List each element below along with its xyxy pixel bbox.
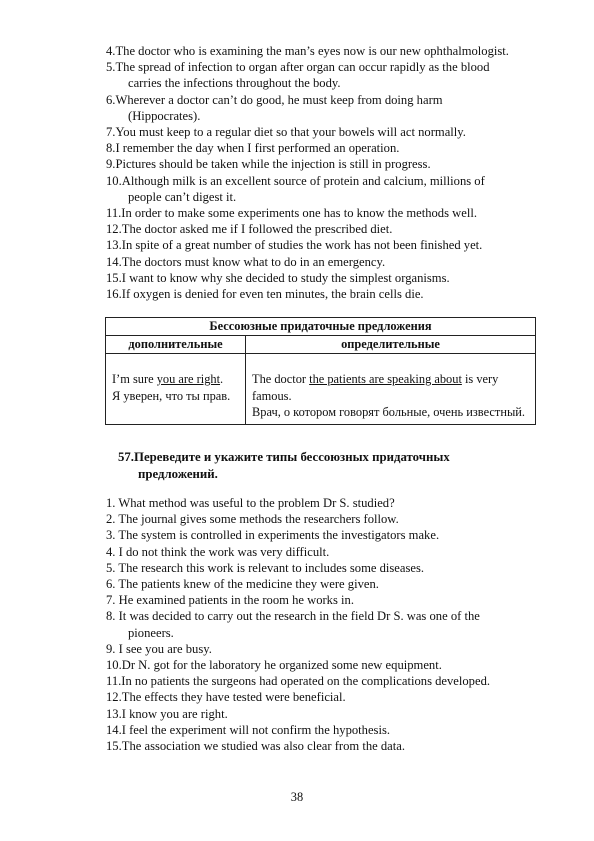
item-number: 5. bbox=[106, 60, 116, 75]
item-text: The system is controlled in experiments the investigators make. bbox=[115, 528, 440, 543]
list-item bbox=[106, 576, 559, 592]
item-number: 8. bbox=[106, 141, 116, 156]
item-continuation: people can’t digest it. bbox=[128, 189, 237, 204]
list-item bbox=[106, 92, 559, 124]
list-item bbox=[106, 156, 559, 172]
item-text: Although milk is an excellent source of protein and calcium, millions of bbox=[121, 173, 485, 188]
table-title: Бессоюзные придаточные предложения bbox=[106, 318, 536, 336]
item-number: 9. bbox=[106, 641, 116, 656]
list-item bbox=[106, 608, 559, 640]
list-item bbox=[106, 738, 559, 754]
item-number: 6. bbox=[106, 92, 116, 107]
list-item bbox=[106, 59, 559, 91]
item-text: The spread of infection to organ after organ can occur rapidly as the blood bbox=[115, 60, 490, 75]
item-text: He examined patients in the room he works in. bbox=[115, 593, 354, 608]
item-text: The doctor who is examining the man’s eyes now is our new ophthalmologist. bbox=[115, 44, 509, 58]
list-item bbox=[106, 140, 559, 156]
list-item bbox=[106, 237, 559, 253]
list-item bbox=[106, 673, 559, 689]
item-number: 2. bbox=[106, 512, 116, 527]
underlined-clause: you are right bbox=[156, 372, 221, 386]
list-item bbox=[106, 560, 559, 576]
list-item bbox=[106, 689, 559, 705]
list-item bbox=[106, 641, 559, 657]
item-text: The association we studied was also clear from the data. bbox=[121, 739, 406, 754]
list-item bbox=[106, 706, 559, 722]
item-text: I see you are busy. bbox=[115, 641, 212, 656]
item-number: 5. bbox=[106, 560, 116, 575]
item-text: It was decided to carry out the research in the field Dr S. was one of the bbox=[115, 609, 480, 624]
col2-cell: The doctor the patients are speaking about is very famous. Врач, о котором говорят больные, очень известный. bbox=[246, 354, 536, 425]
item-number: 6. bbox=[106, 577, 116, 592]
list-item bbox=[106, 511, 559, 527]
item-number: 11. bbox=[106, 674, 122, 689]
item-number: 15. bbox=[106, 739, 122, 754]
item-text: If oxygen is denied for even ten minutes, the brain cells die. bbox=[121, 287, 424, 302]
item-continuation: carries the infections throughout the body. bbox=[128, 76, 341, 91]
item-text: In no patients the surgeons had operated on the complications developed. bbox=[121, 674, 491, 689]
list-item bbox=[106, 173, 559, 205]
list-item bbox=[106, 286, 559, 302]
item-text: Dr N. got for the laboratory he organized some new equipment. bbox=[121, 658, 442, 673]
item-text: The doctors must know what to do in an emergency. bbox=[121, 254, 386, 269]
list-item bbox=[106, 495, 559, 511]
item-number: 11. bbox=[106, 206, 122, 221]
item-text: The effects they have tested were beneficial. bbox=[121, 690, 346, 705]
item-number: 3. bbox=[106, 528, 116, 543]
item-text: I do not think the work was very difficult. bbox=[115, 544, 330, 559]
item-continuation: (Hippocrates). bbox=[128, 108, 201, 123]
list-item bbox=[106, 657, 559, 673]
item-text: I remember the day when I first performed an operation. bbox=[115, 141, 400, 156]
item-text: I feel the experiment will not confirm the hypothesis. bbox=[121, 722, 390, 737]
item-number: 4. bbox=[106, 544, 116, 559]
item-number: 10. bbox=[106, 658, 122, 673]
item-number: 12. bbox=[106, 222, 122, 237]
list-item bbox=[106, 592, 559, 608]
item-number: 15. bbox=[106, 270, 122, 285]
item-text: You must keep to a regular diet so that your bowels will act normally. bbox=[115, 125, 466, 140]
item-number: 4. bbox=[106, 44, 116, 58]
item-number: 9. bbox=[106, 157, 116, 172]
list-item bbox=[106, 221, 559, 237]
item-number: 13. bbox=[106, 706, 122, 721]
list-item bbox=[106, 722, 559, 738]
item-text: The doctor asked me if I followed the prescribed diet. bbox=[121, 222, 393, 237]
item-continuation: pioneers. bbox=[128, 625, 174, 640]
sentence-list-1 bbox=[106, 43, 559, 302]
translation: Врач, о котором говорят больные, очень известный. bbox=[252, 405, 525, 419]
item-text: The patients knew of the medicine they were given. bbox=[115, 577, 379, 592]
item-text: Wherever a doctor can’t do good, he must keep from doing harm bbox=[115, 92, 443, 107]
list-item bbox=[106, 205, 559, 221]
item-text: The research this work is relevant to includes some diseases. bbox=[115, 560, 425, 575]
list-item bbox=[106, 270, 559, 286]
item-number: 16. bbox=[106, 287, 122, 302]
item-text: What method was useful to the problem Dr S. studied? bbox=[115, 496, 395, 510]
item-text: In spite of a great number of studies the work has not been finished yet. bbox=[121, 238, 483, 253]
col1-cell: I’m sure you are right. Я уверен, что ты прав. bbox=[106, 354, 246, 425]
item-number: 13. bbox=[106, 238, 122, 253]
item-number: 7. bbox=[106, 593, 116, 608]
col2-header: определительные bbox=[246, 336, 536, 354]
col1-header: дополнительные bbox=[106, 336, 246, 354]
item-text: The journal gives some methods the researchers follow. bbox=[115, 512, 399, 527]
item-number: 8. bbox=[106, 609, 116, 624]
item-number: 10. bbox=[106, 173, 122, 188]
list-item bbox=[106, 544, 559, 560]
item-number: 14. bbox=[106, 254, 122, 269]
translation: Я уверен, что ты прав. bbox=[112, 388, 231, 403]
sentence-list-2 bbox=[106, 495, 559, 754]
list-item bbox=[106, 124, 559, 140]
list-item bbox=[106, 527, 559, 543]
item-number: 1. bbox=[106, 496, 116, 510]
underlined-clause: the patients are speaking about bbox=[309, 372, 462, 386]
subordinate-clauses-table bbox=[105, 317, 536, 425]
item-number: 7. bbox=[106, 125, 116, 140]
item-number: 12. bbox=[106, 690, 122, 705]
item-text: I know you are right. bbox=[121, 706, 228, 721]
item-text: Pictures should be taken while the injection is still in progress. bbox=[115, 157, 431, 172]
list-item bbox=[106, 43, 559, 59]
item-text: In order to make some experiments one has to know the methods well. bbox=[121, 206, 477, 221]
item-number: 14. bbox=[106, 722, 122, 737]
item-text: I want to know why she decided to study the simplest organisms. bbox=[121, 270, 450, 285]
exercise-heading: 57.Переведите и укажите типы бессоюзных придаточных предложений. bbox=[118, 450, 450, 481]
list-item bbox=[106, 254, 559, 270]
page-number: 38 bbox=[290, 790, 304, 804]
